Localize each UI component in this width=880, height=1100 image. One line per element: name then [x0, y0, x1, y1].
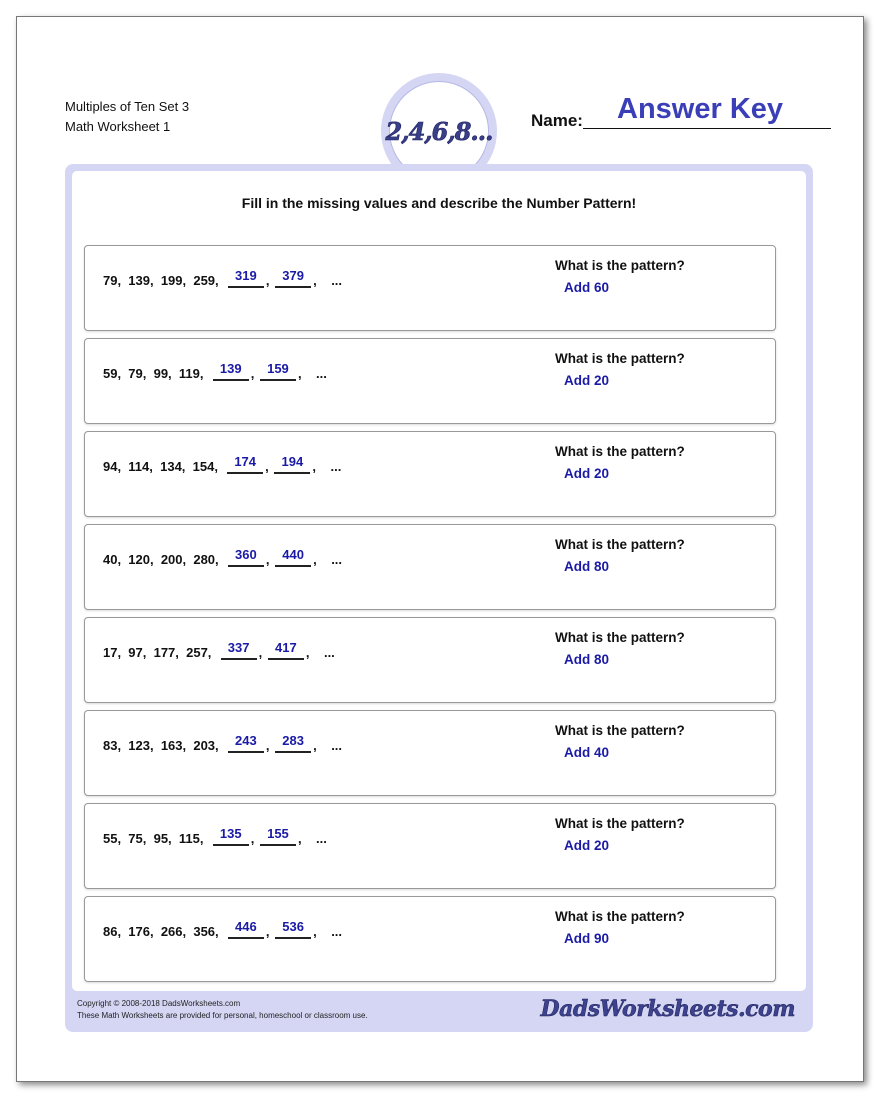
pattern-answer: Add 90 [564, 931, 610, 946]
title-line-1: Multiples of Ten Set 3 [65, 99, 190, 114]
pattern-answer: Add 40 [564, 745, 610, 760]
problem-row [84, 524, 776, 610]
badge-text: 2,4,6,8... [385, 116, 493, 146]
given-terms: 94, 114, 134, 154, [103, 459, 218, 474]
answer-blank-1: 337 [221, 640, 257, 660]
given-terms: 86, 176, 266, 356, [103, 924, 219, 939]
answer-blank-1: 243 [228, 733, 264, 753]
answer-blank-1: 360 [228, 547, 264, 567]
answer-blank-1: 174 [227, 454, 263, 474]
copyright: Copyright © 2008-2018 DadsWorksheets.com [77, 999, 241, 1008]
name-line [583, 128, 831, 129]
pattern-question: What is the pattern? [555, 909, 685, 924]
ellipsis: ... [331, 552, 343, 567]
ellipsis: ... [316, 366, 327, 381]
footer-text [77, 998, 477, 1022]
ellipsis: ... [331, 924, 343, 939]
given-terms: 79, 139, 199, 259, [103, 273, 219, 288]
pattern-question: What is the pattern? [555, 537, 685, 552]
given-terms: 17, 97, 177, 257, [103, 645, 212, 660]
sequence: 55, 75, 95, 115, 135 , 155 , ... [103, 826, 327, 846]
given-terms: 59, 79, 99, 119, [103, 366, 204, 381]
sequence: 59, 79, 99, 119, 139 , 159 , ... [103, 361, 327, 381]
pattern-answer: Add 80 [564, 652, 610, 667]
pattern-question: What is the pattern? [555, 351, 685, 366]
sequence: 40, 120, 200, 280, 360 , 440 , ... [103, 547, 343, 567]
pattern-answer: Add 20 [564, 838, 610, 853]
answer-blank-2: 283 [275, 733, 311, 753]
pattern-question: What is the pattern? [555, 444, 685, 459]
title-line-2: Math Worksheet 1 [65, 119, 171, 134]
answer-blank-1: 135 [213, 826, 249, 846]
problem-row [84, 431, 776, 517]
problem-row [84, 710, 776, 796]
name-field [531, 93, 831, 131]
sequence: 17, 97, 177, 257, 337 , 417 , ... [103, 640, 335, 660]
pattern-answer: Add 20 [564, 466, 610, 481]
ellipsis: ... [331, 273, 343, 288]
answer-blank-2: 417 [268, 640, 304, 660]
problems-panel [72, 171, 806, 991]
given-terms: 83, 123, 163, 203, [103, 738, 219, 753]
sequence: 94, 114, 134, 154, 174 , 194 , ... [103, 454, 342, 474]
pattern-question: What is the pattern? [555, 630, 685, 645]
usage-notice: These Math Worksheets are provided for personal, homeschool or classroom use. [77, 1011, 368, 1020]
answer-key-label: Answer Key [617, 93, 784, 125]
problem-row [84, 245, 776, 331]
answer-blank-2: 536 [275, 919, 311, 939]
pattern-question: What is the pattern? [555, 258, 685, 273]
sequence: 79, 139, 199, 259, 319 , 379 , ... [103, 268, 343, 288]
instructions: Fill in the missing values and describe the Number Pattern! [241, 195, 637, 211]
pattern-question: What is the pattern? [555, 816, 685, 831]
sequence: 86, 176, 266, 356, 446 , 536 , ... [103, 919, 343, 939]
pattern-question: What is the pattern? [555, 723, 685, 738]
ellipsis: ... [323, 645, 335, 660]
answer-blank-1: 319 [228, 268, 264, 288]
ellipsis: ... [316, 831, 327, 846]
answer-blank-1: 446 [228, 919, 264, 939]
answer-blank-1: 139 [213, 361, 249, 381]
answer-blank-2: 159 [260, 361, 296, 381]
name-label: Name: [531, 111, 583, 130]
answer-blank-2: 155 [260, 826, 296, 846]
answer-blank-2: 440 [275, 547, 311, 567]
problem-row [84, 338, 776, 424]
answer-blank-2: 194 [274, 454, 310, 474]
worksheet-page [16, 16, 864, 1082]
sequence: 83, 123, 163, 203, 243 , 283 , ... [103, 733, 343, 753]
problem-row [84, 896, 776, 982]
site-logo: DadsWorksheets.com [540, 996, 795, 1022]
problem-row [84, 617, 776, 703]
pattern-answer: Add 20 [564, 373, 610, 388]
ellipsis: ... [331, 738, 343, 753]
answer-blank-2: 379 [275, 268, 311, 288]
problem-row [84, 803, 776, 889]
given-terms: 40, 120, 200, 280, [103, 552, 219, 567]
pattern-answer: Add 60 [564, 280, 610, 295]
pattern-answer: Add 80 [564, 559, 610, 574]
worksheet-title [65, 97, 189, 137]
given-terms: 55, 75, 95, 115, [103, 831, 204, 846]
ellipsis: ... [330, 459, 342, 474]
worksheet-frame [65, 164, 813, 1032]
